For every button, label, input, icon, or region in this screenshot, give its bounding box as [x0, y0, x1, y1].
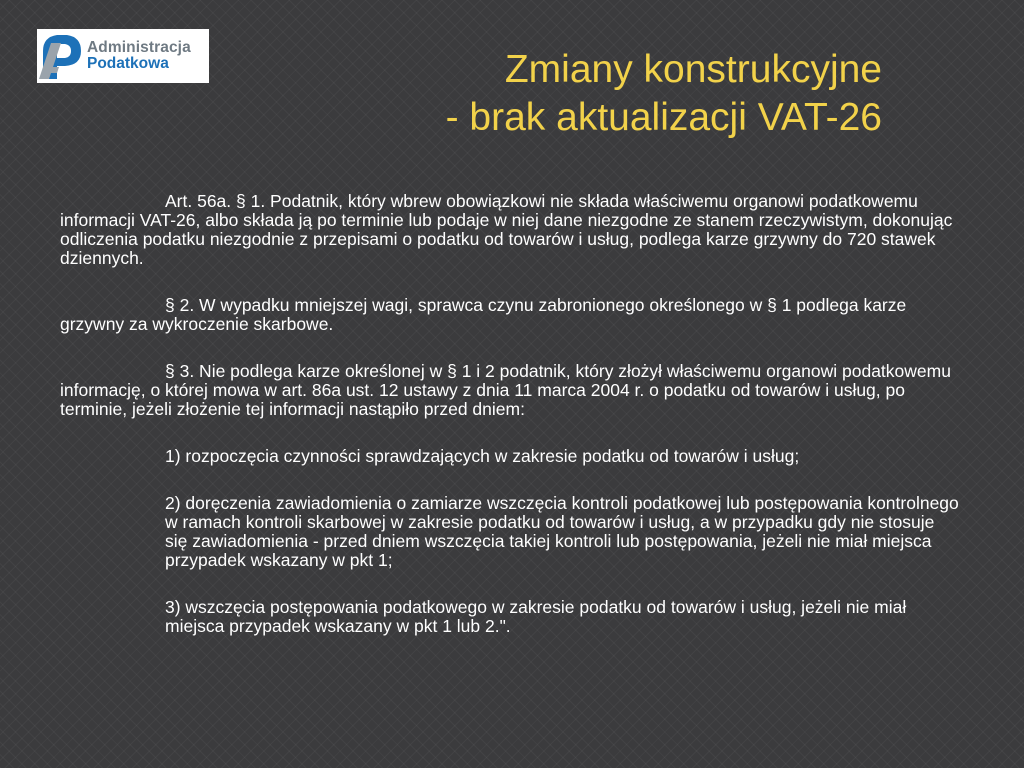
slide-title-line-1: Zmiany konstrukcyjne	[504, 48, 882, 91]
administracja-podatkowa-logo	[37, 29, 209, 83]
list-item-2: 2) doręczenia zawiadomienia o zamiarze wszczęcia kontroli podatkowej lub postępowania kontrolnego w ramach kontroli skarbowej w zakresie podatku od towarów i usług, a w przypadku gdy nie stosuje się zawiadomienia - przed dniem wszczęcia takiej kontroli lub postępowania, jeżeli nie miał miejsca przypadek wskazany w pkt 1;	[165, 493, 959, 570]
slide-body	[60, 192, 960, 664]
article-paragraph-3: § 3. Nie podlega karze określonej w § 1 i 2 podatnik, który złożył właściwemu organowi podatkowemu informację, o której mowa w art. 86a ust. 12 ustawy z dnia 11 marca 2004 r. o podatku od towarów i usług, po terminie, jeżeli złożenie tej informacji nastąpiło przed dniem:	[60, 361, 951, 419]
article-paragraph-1: Art. 56a. § 1. Podatnik, który wbrew obowiązkowi nie składa właściwemu organowi podatkowemu informacji VAT-26, albo składa ją po terminie lub podaje w niej dane niezgodne ze stanem rzeczywistym, dokonując odliczenia podatku niezgodnie z przepisami o podatku od towarów i usług, podlega karze grzywny do 720 stawek dziennych.	[60, 191, 953, 268]
logo-text-podatkowa: Podatkowa	[87, 55, 169, 72]
logo-text-administracja: Administracja	[87, 38, 191, 56]
ap-logo-icon	[37, 29, 85, 83]
slide-title	[260, 46, 882, 142]
article-paragraph-2: § 2. W wypadku mniejszej wagi, sprawca czynu zabronionego określonego w § 1 podlega karze grzywny za wykroczenie skarbowe.	[60, 295, 907, 334]
slide-title-line-2: - brak aktualizacji VAT-26	[445, 96, 882, 139]
list-item-3: 3) wszczęcia postępowania podatkowego w zakresie podatku od towarów i usług, jeżeli nie miał miejsca przypadek wskazany w pkt 1 lub 2.".	[165, 597, 907, 636]
list-item-1: 1) rozpoczęcia czynności sprawdzających w zakresie podatku od towarów i usług;	[165, 446, 800, 466]
